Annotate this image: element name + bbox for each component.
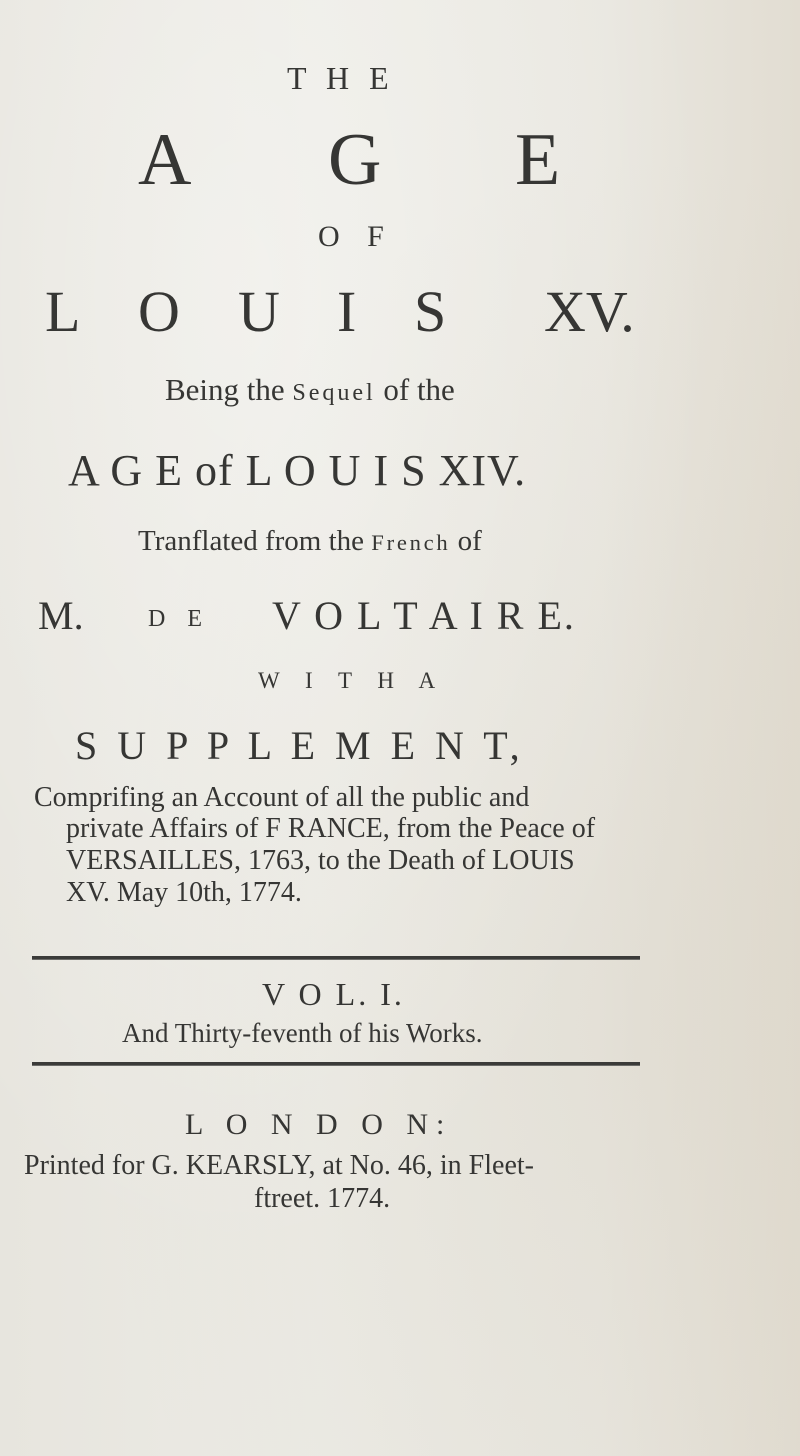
comprising-line-1: Comprifing an Account of all the public and (34, 782, 530, 813)
bottom-rule (32, 1062, 640, 1066)
age-letter-g: G (328, 119, 382, 201)
louis-letter-l: L (45, 279, 81, 344)
volume-subtitle: And Thirty-feventh of his Works. (122, 1018, 483, 1048)
comprising-line-4: XV. May 10th, 1774. (66, 877, 302, 908)
louis-letter-o: O (138, 279, 180, 344)
printed-line-2: ftreet. 1774. (254, 1183, 391, 1214)
sequel-before: Being the (165, 372, 285, 407)
the-heading: T H E (287, 60, 395, 96)
top-rule (32, 956, 640, 960)
london-heading: L O N D O N: (185, 1108, 453, 1141)
louis-letter-i: I (337, 279, 357, 344)
author-name: V O L T A I R E. (272, 593, 576, 638)
sequel-after: of the (383, 372, 455, 407)
translated-after: of (457, 525, 482, 557)
supplement: S U P P L E M E N T, (75, 723, 525, 768)
age-letter-a: A (138, 119, 192, 201)
translated-line (138, 525, 482, 558)
author-de: D E (148, 606, 210, 632)
comprising-line-2: private Affairs of F RANCE, from the Peace of (66, 813, 596, 844)
sequel-line (165, 372, 455, 408)
printed-line-1: Printed for G. KEARSLY, at No. 46, in Fleet- (24, 1150, 534, 1181)
louis-letter-u: U (238, 279, 280, 344)
comprising-line-3: VERSAILLES, 1763, to the Death of LOUIS (66, 845, 575, 876)
author-m: M. (38, 593, 84, 638)
age-of-louis-xiv: A G E of L O U I S XIV. (68, 446, 527, 495)
louis-letter-s: S (414, 279, 447, 344)
with-a: W I T H A (258, 668, 446, 693)
translated-word: French (371, 530, 451, 555)
louis-numeral: XV. (544, 279, 635, 344)
volume-heading: V O L. I. (262, 976, 405, 1012)
age-letter-e: E (515, 119, 561, 201)
of-heading: O F (318, 220, 394, 253)
translated-before: Tranflated from the (138, 525, 365, 557)
sequel-word: Sequel (292, 379, 376, 406)
